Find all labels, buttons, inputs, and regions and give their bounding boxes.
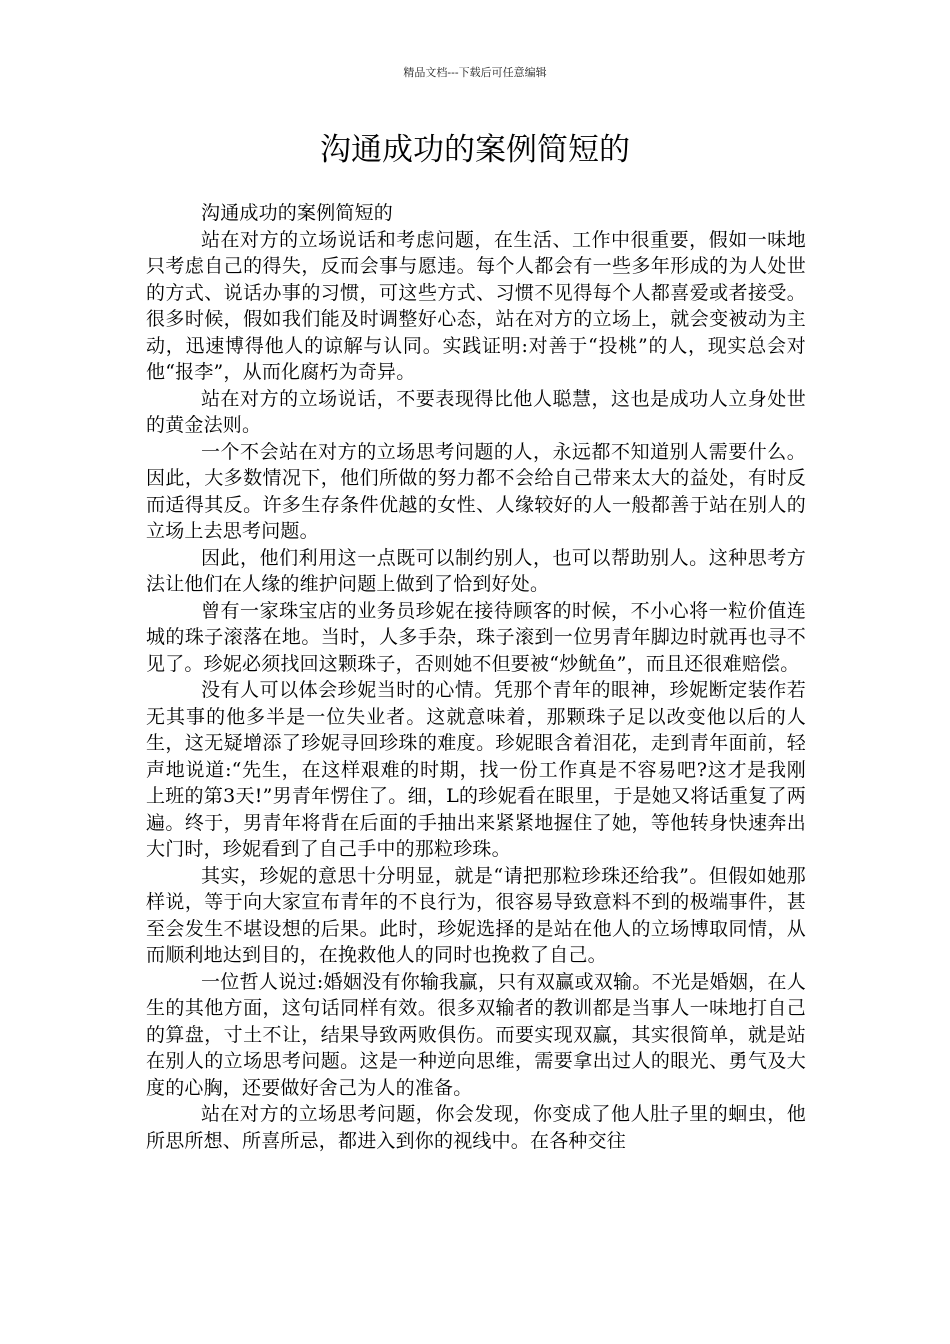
header-note: 精品文档---下载后可任意编辑 bbox=[403, 66, 547, 79]
page-title: 沟通成功的案例简短的 bbox=[320, 132, 630, 168]
paragraph-10: 站在对方的立场思考问题，你会发现，你变成了他人肚子里的蛔虫，他所思所想、所喜所忌，都进入到你的视线中。在各种交往 bbox=[146, 1103, 806, 1152]
paragraph-4: 一个不会站在对方的立场思考问题的人，永远都不知道别人需要什么。因此，大多数情况下，他们所做的努力都不会给自己带来太大的益处，有时反而适得其反。许多生存条件优越的女性、人缘较好的人一般都善于站在别人的立场上去思考问题。 bbox=[146, 440, 806, 542]
paragraph-3: 站在对方的立场说话，不要表现得比他人聪慧，这也是成功人立身处世的黄金法则。 bbox=[146, 387, 806, 436]
paragraph-2: 站在对方的立场说话和考虑问题，在生活、工作中很重要，假如一味地只考虑自己的得失，反而会事与愿违。每个人都会有一些多年形成的为人处世的方式、说话办事的习惯，可这些方式、习惯不见得每个人都喜爱或者接受。很多时候，假如我们能及时调整好心态，站在对方的立场上，就会变被动为主动，迅速博得他人的谅解与认同。实践证明:对善于“投桃”的人，现实总会对他“报李”，从而化腐朽为奇异。 bbox=[146, 228, 806, 383]
document-body bbox=[146, 200, 806, 1154]
paragraph-6: 曾有一家珠宝店的业务员珍妮在接待顾客的时候，不小心将一粒价值连城的珠子滚落在地。当时，人多手杂，珠子滚到一位男青年脚边时就再也寻不见了。珍妮必须找回这颗珠子，否则她不但要被“炒鱿鱼”，而且还很难赔偿。 bbox=[146, 599, 806, 675]
paragraph-8: 其实，珍妮的意思十分明显，就是“请把那粒珍珠还给我”。但假如她那样说，等于向大家宣布青年的不良行为，很容易导致意料不到的极端事件，甚至会发生不堪设想的后果。此时，珍妮选择的是站在他人的立场博取同情，从而顺利地达到目的，在挽救他人的同时也挽救了自己。 bbox=[146, 864, 806, 966]
paragraph-9: 一位哲人说过:婚姻没有你输我赢，只有双赢或双输。不光是婚姻，在人生的其他方面，这句话同样有效。很多双输者的教训都是当事人一味地打自己的算盘，寸土不让，结果导致两败俱伤。而要实现双赢，其实很简单，就是站在别人的立场思考问题。这是一种逆向思维，需要拿出过人的眼光、勇气及大度的心胸，还要做好舍己为人的准备。 bbox=[146, 970, 806, 1099]
paragraph-1: 沟通成功的案例简短的 bbox=[201, 202, 394, 224]
paragraph-5: 因此，他们利用这一点既可以制约别人，也可以帮助别人。这种思考方法让他们在人缘的维护问题上做到了恰到好处。 bbox=[146, 546, 806, 595]
paragraph-7: 没有人可以体会珍妮当时的心情。凭那个青年的眼神，珍妮断定装作若无其事的他多半是一位失业者。这就意味着，那颗珠子足以改变他以后的人生，这无疑增添了珍妮寻回珍珠的难度。珍妮眼含着泪花，走到青年面前，轻声地说道:“先生，在这样艰难的时期，找一份工作真是不容易吧?这才是我刚上班的第3天!”男青年愣住了。细，L的珍妮看在眼里，于是她又将话重复了两遍。终于，男青年将背在后面的手抽出来紧紧地握住了她，等他转身快速奔出大门时，珍妮看到了自己手中的那粒珍珠。 bbox=[146, 679, 806, 860]
